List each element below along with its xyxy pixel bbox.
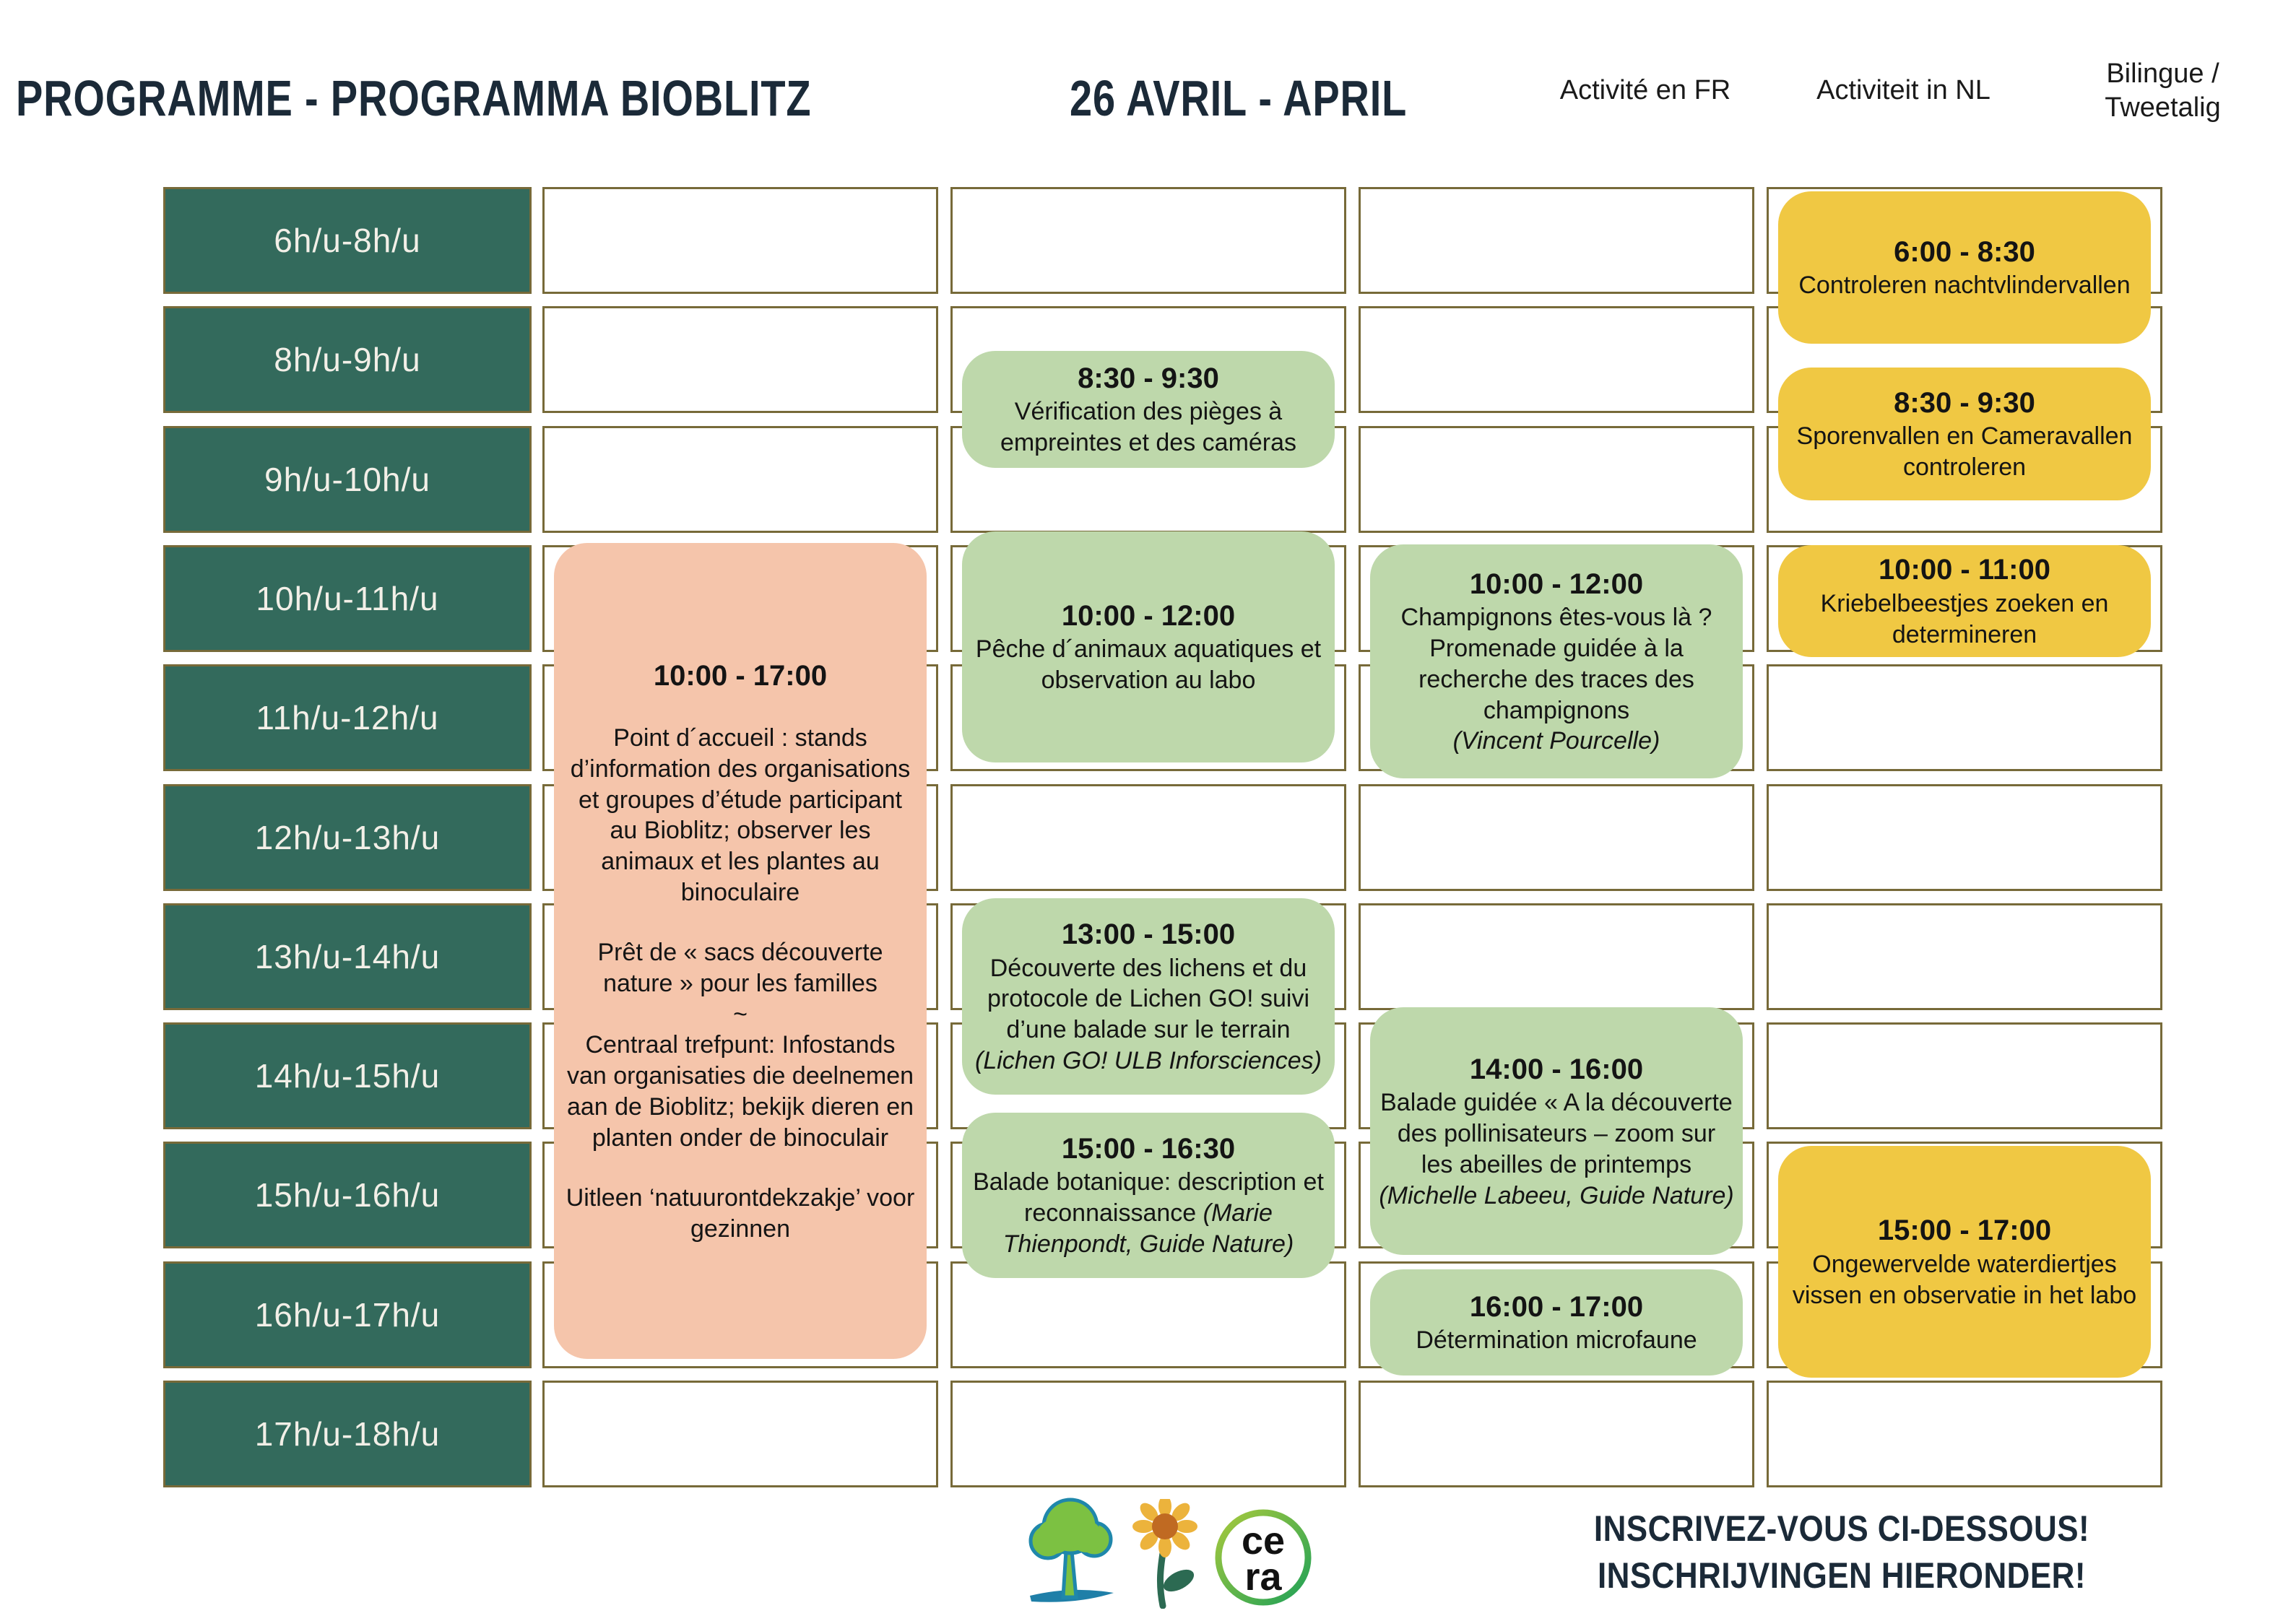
cta-line-nl: INSCHRIJVINGEN HIERONDER!: [1598, 1555, 2086, 1596]
empty-grid-cell: [1359, 306, 1754, 413]
empty-grid-cell: [1767, 1022, 2162, 1129]
event-balade-botanique: 15:00 - 16:30 Balade botanique: description et reconnaissance (Marie Thienpondt, Guide Nature): [962, 1113, 1335, 1278]
time-slot-cell: 17h/u-18h/u: [163, 1381, 532, 1487]
legend-item-nl: Activiteit in NL: [1816, 75, 1990, 106]
page-date: 26 AVRIL - APRIL: [1070, 70, 1408, 126]
empty-grid-cell: [1359, 1381, 1754, 1487]
empty-grid-cell: [950, 1381, 1346, 1487]
event-decouverte-lichens: 13:00 - 15:00 Découverte des lichens et du protocole de Lichen GO! suivi d’une balade sur le terrain (Lichen GO! ULB Inforsciences): [962, 898, 1335, 1095]
event-verification-pieges-empreintes: 8:30 - 9:30 Vérification des pièges à empreintes et des caméras: [962, 351, 1335, 468]
time-slot-cell: 14h/u-15h/u: [163, 1022, 532, 1129]
cera-text-top: ce: [1241, 1519, 1286, 1563]
empty-grid-cell: [542, 1381, 938, 1487]
event-controleren-nachtvlindervallen: 6:00 - 8:30 Controleren nachtvlindervallen: [1778, 191, 2151, 344]
page-title: PROGRAMME - PROGRAMMA BIOBLITZ: [16, 70, 812, 126]
time-slot-cell: 8h/u-9h/u: [163, 306, 532, 413]
empty-grid-cell: [1767, 1381, 2162, 1487]
time-slot-cell: 15h/u-16h/u: [163, 1142, 532, 1248]
event-waterdiertjes-vissen: 15:00 - 17:00 Ongewervelde waterdiertjes vissen en observatie in het labo: [1778, 1146, 2151, 1378]
empty-grid-cell: [1359, 187, 1754, 294]
event-determination-microfaune: 16:00 - 17:00 Détermination microfaune: [1370, 1269, 1743, 1376]
time-slot-cell: 16h/u-17h/u: [163, 1261, 532, 1368]
empty-grid-cell: [1359, 426, 1754, 533]
empty-grid-cell: [1767, 903, 2162, 1010]
empty-grid-cell: [1767, 784, 2162, 891]
event-kriebelbeestjes-zoeken: 10:00 - 11:00 Kriebelbeestjes zoeken en determineren: [1778, 545, 2151, 657]
empty-grid-cell: [542, 306, 938, 413]
empty-grid-cell: [950, 784, 1346, 891]
time-slot-cell: 6h/u-8h/u: [163, 187, 532, 294]
event-balade-pollinisateurs: 14:00 - 16:00 Balade guidée « A la découverte des pollinisateurs – zoom sur les abeilles de printemps (Michelle Labeeu, Guide Nature): [1370, 1007, 1743, 1255]
empty-grid-cell: [1359, 784, 1754, 891]
empty-grid-cell: [542, 426, 938, 533]
event-sporenvallen-cameravallen: 8:30 - 9:30 Sporenvallen en Cameravallen controleren: [1778, 368, 2151, 500]
event-champignons-promenade: 10:00 - 12:00 Champignons êtes-vous là ? Promenade guidée à la recherche des traces des champignons (Vincent Pourcelle): [1370, 544, 1743, 778]
empty-grid-cell: [542, 187, 938, 294]
legend-item-bilingual: Bilingue / Tweetalig: [2105, 58, 2221, 123]
cera-logo: [1212, 1506, 1314, 1609]
legend-item-fr: Activité en FR: [1559, 75, 1731, 106]
sunflower-logo: [1131, 1499, 1199, 1609]
time-slot-cell: 13h/u-14h/u: [163, 903, 532, 1010]
cta-line-fr: INSCRIVEZ-VOUS CI-DESSOUS!: [1593, 1508, 2090, 1549]
tree-logo: [1024, 1495, 1119, 1609]
time-slot-cell: 9h/u-10h/u: [163, 426, 532, 533]
cera-text-bottom: ra: [1244, 1555, 1282, 1599]
empty-grid-cell: [1359, 903, 1754, 1010]
event-peche-animaux-aquatiques: 10:00 - 12:00 Pêche d´animaux aquatiques et observation au labo: [962, 531, 1335, 762]
time-slot-cell: 10h/u-11h/u: [163, 545, 532, 652]
time-slot-cell: 12h/u-13h/u: [163, 784, 532, 891]
signup-cta: [1574, 1505, 2108, 1599]
time-slot-cell: 11h/u-12h/u: [163, 664, 532, 771]
empty-grid-cell: [1767, 664, 2162, 771]
event-accueil-central-trefpunt: 10:00 - 17:00 Point d´accueil : stands d’information des organisations et groupes d’étude participant au Bioblitz; observer les animaux et les plantes au binoculaire Prêt de « sacs découverte nature » pour les familles ~ Centraal trefpunt: Infostands van organisaties die deelnemen aan de Bioblitz; bekijk dieren en planten onder de binoculair Uitleen ‘natuurontdekzakje’ voor gezinnen: [554, 543, 927, 1359]
empty-grid-cell: [950, 187, 1346, 294]
